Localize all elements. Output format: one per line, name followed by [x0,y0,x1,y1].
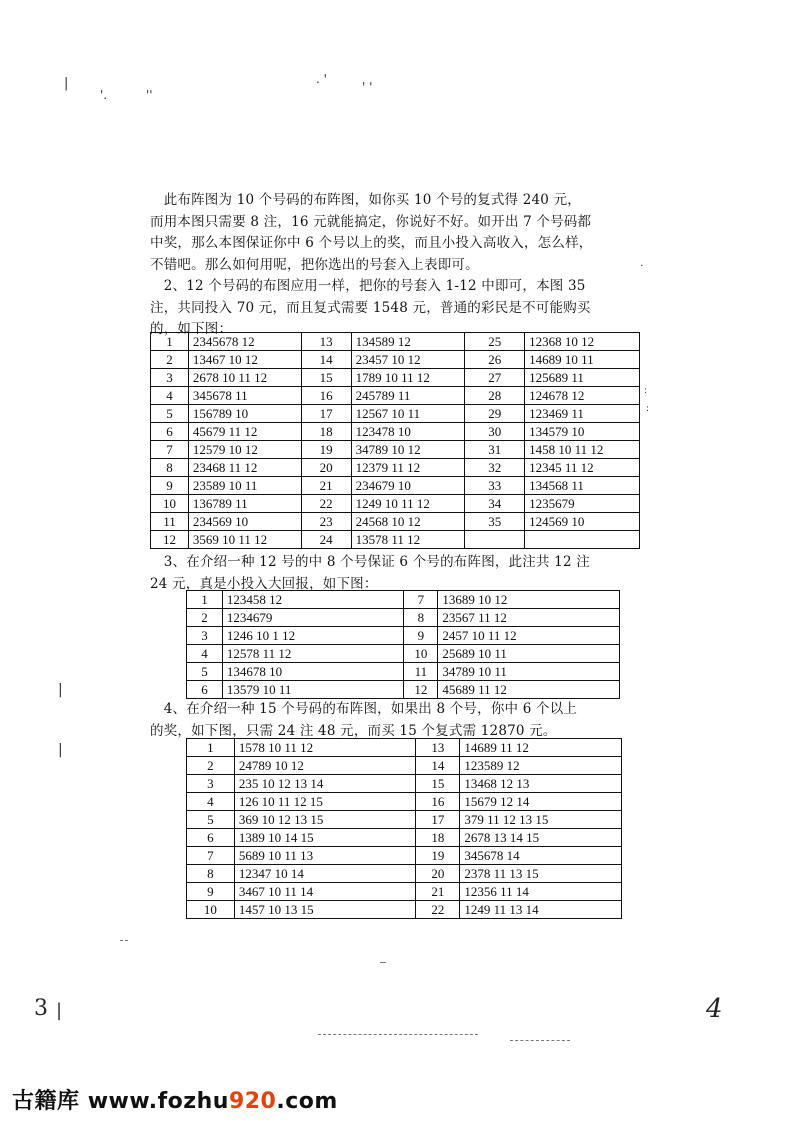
number-combo-cell: 156789 10 [188,405,301,423]
number-combo-cell: 14689 10 11 [525,351,640,369]
number-combo-cell: 12345 11 12 [525,459,640,477]
number-combo-cell: 14689 11 12 [460,739,622,757]
scan-speck: '' [146,88,153,102]
number-combo-cell: 134579 10 [525,423,640,441]
number-combo-cell: 134589 12 [351,333,465,351]
number-combo-cell: 1457 10 13 15 [234,901,416,919]
number-combo-cell: 12368 10 12 [525,333,640,351]
number-combo-cell: 23567 11 12 [438,609,620,627]
row-index-cell: 17 [301,405,351,423]
row-index-cell: 26 [465,351,525,369]
number-combo-cell: 123469 11 [525,405,640,423]
row-index-cell: 14 [416,757,460,775]
paragraph-intro [150,190,592,341]
number-combo-cell [525,531,640,549]
table-row [187,663,620,681]
site-url-accent: 920 [228,1089,277,1114]
row-index-cell: 18 [416,829,460,847]
number-combo-cell: 23589 10 11 [188,477,301,495]
row-index-cell [465,531,525,549]
paragraph-section-4 [150,699,577,742]
number-combo-cell: 34789 10 11 [438,663,620,681]
number-combo-cell: 136789 11 [188,495,301,513]
row-index-cell: 21 [416,883,460,901]
row-index-cell: 20 [301,459,351,477]
text-line: 此布阵图为 10 个号码的布阵图，如你买 10 个号的复式得 240 元， [150,192,581,208]
row-index-cell: 6 [187,829,235,847]
row-index-cell: 3 [187,775,235,793]
row-index-cell: 19 [301,441,351,459]
number-combo-cell: 1234679 [222,609,404,627]
text-line: 注，共同投入 70 元，而且复式需要 1548 元，普通的彩民是不可能购买 [150,299,591,316]
scan-speck: : [644,386,648,396]
number-combo-cell: 1235679 [525,495,640,513]
row-index-cell: 10 [151,495,189,513]
table-row [151,351,640,369]
number-combo-cell: 2378 11 13 15 [460,865,622,883]
number-combo-cell: 235 10 12 13 14 [234,775,416,793]
row-index-cell: 12 [404,681,438,699]
table-row [151,459,640,477]
number-combo-cell: 12347 10 14 [234,865,416,883]
site-name: 古籍库 [12,1089,80,1114]
row-index-cell: 8 [187,865,235,883]
table-row [151,495,640,513]
table-row [187,645,620,663]
number-combo-cell: 12356 11 14 [460,883,622,901]
number-combo-cell: 345678 14 [460,847,622,865]
number-combo-cell: 2678 10 11 12 [188,369,301,387]
table-12-numbers-guarantee [186,590,620,699]
scan-speck: | [56,1000,63,1021]
row-index-cell: 6 [187,681,223,699]
table-row [187,829,622,847]
table-row [187,901,622,919]
number-combo-cell: 15679 12 14 [460,793,622,811]
scan-speck: . ' [316,72,327,86]
row-index-cell: 3 [151,369,189,387]
row-index-cell: 2 [151,351,189,369]
table-row [187,739,622,757]
row-index-cell: 22 [416,901,460,919]
row-index-cell: 1 [187,739,235,757]
number-combo-cell: 234679 10 [351,477,465,495]
row-index-cell: 19 [416,847,460,865]
row-index-cell: 32 [465,459,525,477]
number-combo-cell: 12578 11 12 [222,645,404,663]
row-index-cell: 24 [301,531,351,549]
number-combo-cell: 13467 10 12 [188,351,301,369]
number-combo-cell: 123478 10 [351,423,465,441]
table-row [187,775,622,793]
number-combo-cell: 12579 10 12 [188,441,301,459]
number-combo-cell: 12379 11 12 [351,459,465,477]
row-index-cell: 16 [301,387,351,405]
row-index-cell: 25 [465,333,525,351]
table-row [187,757,622,775]
row-index-cell: 7 [151,441,189,459]
table-row [187,847,622,865]
paragraph-section-3 [150,552,590,595]
number-combo-cell: 369 10 12 13 15 [234,811,416,829]
number-combo-cell: 3467 10 11 14 [234,883,416,901]
number-combo-cell: 134678 10 [222,663,404,681]
row-index-cell: 9 [404,627,438,645]
number-combo-cell: 1458 10 11 12 [525,441,640,459]
row-index-cell: 16 [416,793,460,811]
margin-mark: 3 [34,996,48,1021]
row-index-cell: 9 [151,477,189,495]
row-index-cell: 6 [151,423,189,441]
number-combo-cell: 5689 10 11 13 [234,847,416,865]
number-combo-cell: 23468 11 12 [188,459,301,477]
table-15-numbers [186,738,622,919]
row-index-cell: 10 [404,645,438,663]
scan-speck: . [640,256,644,269]
table-row [151,405,640,423]
row-index-cell: 18 [301,423,351,441]
table-row [187,627,620,645]
table-row [187,883,622,901]
row-index-cell: 8 [151,459,189,477]
text-line: 4、在介绍一种 15 个号码的布阵图，如果出 8 个号，你中 6 个以上 [150,701,578,717]
row-index-cell: 1 [151,333,189,351]
row-index-cell: 31 [465,441,525,459]
row-index-cell: 15 [301,369,351,387]
row-index-cell: 10 [187,901,235,919]
row-index-cell: 9 [187,883,235,901]
row-index-cell: 15 [416,775,460,793]
row-index-cell: 12 [151,531,189,549]
row-index-cell: 11 [404,663,438,681]
number-combo-cell: 2457 10 11 12 [438,627,620,645]
text-line: 的，如下图： [150,321,233,337]
row-index-cell: 5 [187,663,223,681]
table-12-numbers [150,332,640,549]
scan-speck: | [64,76,69,91]
number-combo-cell: 24789 10 12 [234,757,416,775]
row-index-cell: 8 [404,609,438,627]
text-line: 3、在介绍一种 12 号的中 8 个号保证 6 个号的布阵图，此注共 12 注 [150,554,590,570]
text-line: 不错吧。那么如何用呢，把你选出的号套入上表即可。 [150,256,479,273]
number-combo-cell: 12567 10 11 [351,405,465,423]
table-row [187,609,620,627]
scan-speck [318,1034,478,1036]
number-combo-cell: 379 11 12 13 15 [460,811,622,829]
number-combo-cell: 23457 10 12 [351,351,465,369]
number-combo-cell: 2345678 12 [188,333,301,351]
number-combo-cell: 25689 10 11 [438,645,620,663]
table-row [151,441,640,459]
number-combo-cell: 34789 10 12 [351,441,465,459]
number-combo-cell: 24568 10 12 [351,513,465,531]
scan-speck [510,1040,570,1042]
row-index-cell: 4 [151,387,189,405]
row-index-cell: 11 [151,513,189,531]
number-combo-cell: 245789 11 [351,387,465,405]
row-index-cell: 3 [187,627,223,645]
row-index-cell: 4 [187,645,223,663]
row-index-cell: 2 [187,757,235,775]
scan-speck: '. [100,88,108,102]
row-index-cell: 5 [187,811,235,829]
table-row [187,793,622,811]
number-combo-cell: 125689 11 [525,369,640,387]
table-row [187,591,620,609]
row-index-cell: 29 [465,405,525,423]
number-combo-cell: 1249 10 11 12 [351,495,465,513]
number-combo-cell: 13578 11 12 [351,531,465,549]
number-combo-cell: 126 10 11 12 15 [234,793,416,811]
text-line: 中奖，那么本图保证你中 6 个号以上的奖，而且小投入高收入，怎么样， [150,235,593,251]
number-combo-cell: 1249 11 13 14 [460,901,622,919]
row-index-cell: 7 [187,847,235,865]
number-combo-cell: 45689 11 12 [438,681,620,699]
number-combo-cell: 124678 12 [525,387,640,405]
number-combo-cell: 123589 12 [460,757,622,775]
row-index-cell: 17 [416,811,460,829]
number-combo-cell: 45679 11 12 [188,423,301,441]
table-row [187,865,622,883]
scan-speck [120,940,128,942]
number-combo-cell: 1389 10 14 15 [234,829,416,847]
table-row [187,681,620,699]
number-combo-cell: 13468 12 13 [460,775,622,793]
text-line: 24 元，真是小投入大回报，如下图： [150,575,378,592]
number-combo-cell: 1789 10 11 12 [351,369,465,387]
site-url-prefix: www.fozhu [87,1089,229,1114]
row-index-cell: 34 [465,495,525,513]
number-combo-cell: 13579 10 11 [222,681,404,699]
row-index-cell: 7 [404,591,438,609]
row-index-cell: 4 [187,793,235,811]
row-index-cell: 13 [416,739,460,757]
row-index-cell: 28 [465,387,525,405]
table-row [151,369,640,387]
number-combo-cell: 1246 10 1 12 [222,627,404,645]
number-combo-cell: 13689 10 12 [438,591,620,609]
number-combo-cell: 2678 13 14 15 [460,829,622,847]
text-line: 的奖，如下图，只需 24 注 48 元，而买 15 个复式需 12870 元。 [150,722,557,739]
row-index-cell: 1 [187,591,223,609]
number-combo-cell: 1578 10 11 12 [234,739,416,757]
text-line: 2、12 个号码的布图应用一样，把你的号套入 1-12 中即可，本图 35 [150,278,586,294]
number-combo-cell: 134568 11 [525,477,640,495]
number-combo-cell: 345678 11 [188,387,301,405]
row-index-cell: 13 [301,333,351,351]
site-watermark [12,1084,338,1115]
row-index-cell: 14 [301,351,351,369]
row-index-cell: 30 [465,423,525,441]
row-index-cell: 2 [187,609,223,627]
row-index-cell: 5 [151,405,189,423]
table-row [187,811,622,829]
row-index-cell: 23 [301,513,351,531]
row-index-cell: 22 [301,495,351,513]
row-index-cell: 20 [416,865,460,883]
text-line: 而用本图只需要 8 注，16 元就能搞定，你说好不好。如开出 7 个号码都 [150,213,592,230]
page-number: 4 [706,994,723,1024]
row-index-cell: 35 [465,513,525,531]
table-row [151,387,640,405]
number-combo-cell: 3569 10 11 12 [188,531,301,549]
scan-speck: | [58,682,63,698]
row-index-cell: 21 [301,477,351,495]
table-row [151,513,640,531]
scan-speck [380,962,386,964]
scan-speck: ' ' [362,80,373,94]
table-row [151,423,640,441]
scan-speck: : [646,404,650,414]
row-index-cell: 27 [465,369,525,387]
table-row [151,333,640,351]
number-combo-cell: 234569 10 [188,513,301,531]
site-url-suffix: .com [276,1089,338,1114]
number-combo-cell: 123458 12 [222,591,404,609]
table-row [151,531,640,549]
table-row [151,477,640,495]
number-combo-cell: 124569 10 [525,513,640,531]
scan-speck: | [58,742,63,758]
row-index-cell: 33 [465,477,525,495]
